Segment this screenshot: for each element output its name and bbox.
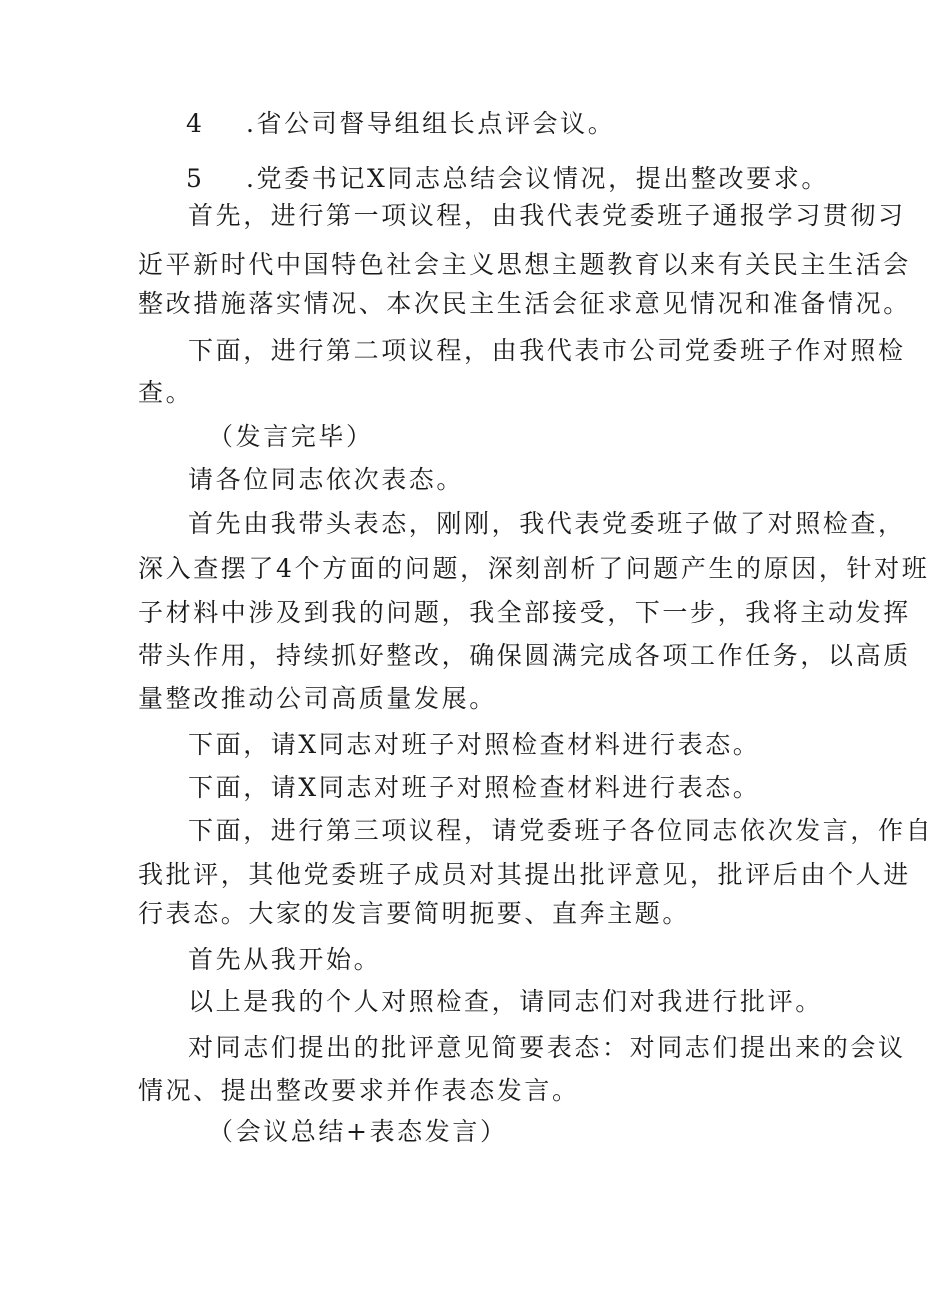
paragraph-line: 下面，请X同志对班子对照检查材料进行表态。: [188, 730, 761, 759]
paragraph-line: 近平新时代中国特色社会主义思想主题教育以来有关民主生活会: [138, 250, 911, 279]
list-item-text: .省公司督导组组长点评会议。: [246, 109, 616, 138]
paragraph-line: 下面，进行第二项议程，由我代表市公司党委班子作对照检: [188, 336, 906, 365]
paragraph-line: 查。: [138, 378, 194, 407]
list-number: 4: [186, 109, 202, 138]
paragraph-line: 下面，进行第三项议程，请党委班子各位同志依次发言，作自: [188, 816, 933, 845]
paragraph-line: 下面，请X同志对班子对照检查材料进行表态。: [188, 773, 761, 802]
paragraph-line: 我批评，其他党委班子成员对其提出批评意见，批评后由个人进: [138, 860, 911, 889]
paragraph-line: 整改措施落实情况、本次民主生活会征求意见情况和准备情况。: [138, 289, 911, 318]
paragraph-line: 首先，进行第一项议程，由我代表党委班子通报学习贯彻习: [188, 201, 906, 230]
paragraph-line: 请各位同志依次表态。: [188, 465, 465, 494]
paragraph-line: 情况、提出整改要求并作表态发言。: [138, 1076, 580, 1105]
paragraph-line: 首先从我开始。: [188, 945, 382, 974]
paragraph-line: 对同志们提出的批评意见简要表态：对同志们提出来的会议: [188, 1033, 906, 1062]
list-number: 5: [186, 164, 202, 193]
list-item-text: .党委书记X同志总结会议情况，提出整改要求。: [246, 164, 829, 193]
paragraph-line: 首先由我带头表态，刚刚，我代表党委班子做了对照检查，: [188, 509, 906, 538]
paragraph-line: 以上是我的个人对照检查，请同志们对我进行批评。: [188, 987, 823, 1016]
parenthetical-note: （会议总结+表态发言）: [208, 1117, 508, 1146]
paragraph-line: 子材料中涉及到我的问题，我全部接受，下一步，我将主动发挥: [138, 598, 911, 627]
parenthetical-note: （发言完毕）: [208, 422, 374, 451]
paragraph-line: 深入查摆了4个方面的问题，深刻剖析了问题产生的原因，针对班: [138, 554, 930, 583]
paragraph-line: 行表态。大家的发言要简明扼要、直奔主题。: [138, 899, 691, 928]
paragraph-line: 量整改推动公司高质量发展。: [138, 684, 497, 713]
paragraph-line: 带头作用，持续抓好整改，确保圆满完成各项工作任务，以高质: [138, 641, 911, 670]
